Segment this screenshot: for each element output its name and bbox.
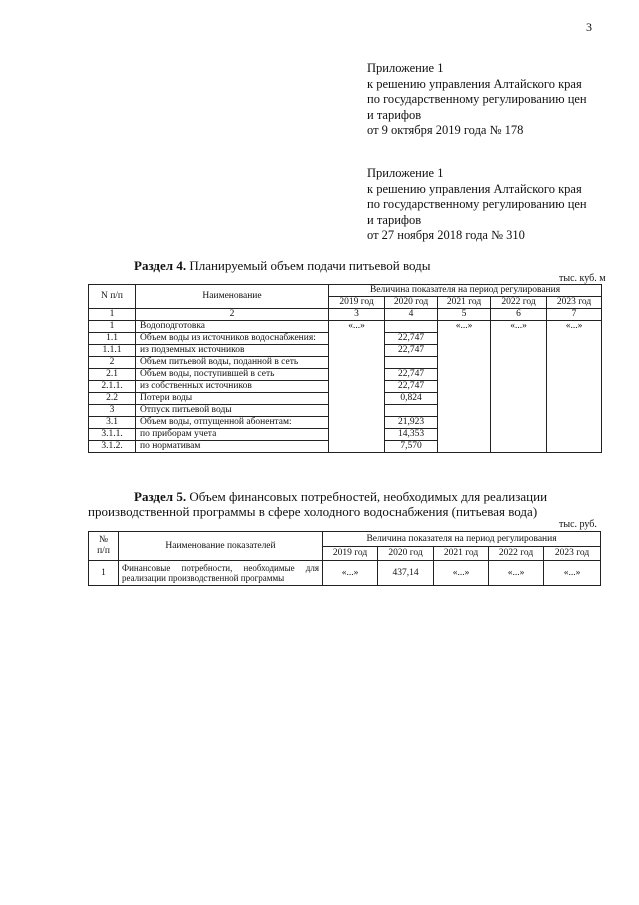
header-num-b: п/п xyxy=(97,546,110,556)
value-2020: 21,923 xyxy=(385,417,438,429)
section5-table xyxy=(88,531,601,586)
col-number: 1 xyxy=(89,309,136,321)
header-year: 2019 год xyxy=(329,297,385,309)
row-num: 2.1 xyxy=(89,369,136,381)
appendix-line: по государственному регулированию цен xyxy=(367,197,587,211)
row-name: Объем воды из источников водоснабжения: xyxy=(136,333,329,345)
appendix-line: и тарифов xyxy=(367,212,422,227)
value-2023: «...» xyxy=(547,321,602,453)
value-2020: 0,824 xyxy=(385,393,438,405)
value-2020: 437,14 xyxy=(378,561,434,586)
section4-title xyxy=(134,258,431,274)
header-name: Наименование показателей xyxy=(119,532,323,561)
section5-title-line1: Объем финансовых потребностей, необходимых для реализации xyxy=(186,489,548,504)
row-num: 1 xyxy=(89,321,136,333)
row-name: по приборам учета xyxy=(136,429,329,441)
value-2022: «...» xyxy=(489,561,544,586)
appendix-header-new xyxy=(367,61,617,139)
row-name: Водоподготовка xyxy=(136,321,329,333)
row-num: 3.1.2. xyxy=(89,441,136,453)
header-name: Наименование xyxy=(136,285,329,309)
row-num: 2.1.1. xyxy=(89,381,136,393)
row-name: из подземных источников xyxy=(136,345,329,357)
value-2020 xyxy=(385,321,438,333)
value-2020: 22,747 xyxy=(385,333,438,345)
section5-label: Раздел 5. xyxy=(134,489,187,504)
row-name: по нормативам xyxy=(136,441,329,453)
header-year: 2022 год xyxy=(489,547,544,561)
value-2020: 7,570 xyxy=(385,441,438,453)
row-num: 1.1.1 xyxy=(89,345,136,357)
appendix-line: по государственному регулированию цен xyxy=(367,92,587,106)
header-num: N п/п xyxy=(89,285,136,309)
row-num: 3.1.1. xyxy=(89,429,136,441)
table-row xyxy=(89,321,602,333)
section4-table xyxy=(88,284,602,453)
row-name: Потери воды xyxy=(136,393,329,405)
row-num: 3 xyxy=(89,405,136,417)
header-year: 2022 год xyxy=(491,297,547,309)
value-2021: «...» xyxy=(438,321,491,453)
value-2020: 22,747 xyxy=(385,381,438,393)
value-2021: «...» xyxy=(434,561,489,586)
col-number: 5 xyxy=(438,309,491,321)
value-2019: «...» xyxy=(329,321,385,453)
header-year: 2020 год xyxy=(385,297,438,309)
col-number: 3 xyxy=(329,309,385,321)
table-row xyxy=(89,561,601,586)
header-year: 2023 год xyxy=(547,297,602,309)
header-year: 2019 год xyxy=(323,547,378,561)
header-year: 2020 год xyxy=(378,547,434,561)
value-2020: 14,353 xyxy=(385,429,438,441)
appendix-header-old xyxy=(367,166,617,244)
value-2020 xyxy=(385,405,438,417)
value-2020: 22,747 xyxy=(385,369,438,381)
appendix-line: к решению управления Алтайского края xyxy=(367,76,582,91)
row-name: Объем воды, отпущенной абонентам: xyxy=(136,417,329,429)
appendix-title: Приложение 1 xyxy=(367,166,444,180)
appendix-date: от 27 ноября 2018 года № 310 xyxy=(367,228,525,242)
appendix-line: и тарифов xyxy=(367,107,422,122)
section5-title-line2: производственной программы в сфере холодного водоснабжения (питьевая вода) xyxy=(88,504,538,519)
value-2019: «...» xyxy=(323,561,378,586)
header-year: 2021 год xyxy=(438,297,491,309)
col-number: 2 xyxy=(136,309,329,321)
row-name: Финансовые потребности, необходимые для реализации производственной программы xyxy=(119,561,323,586)
appendix-line: к решению управления Алтайского края xyxy=(367,181,582,196)
col-number: 4 xyxy=(385,309,438,321)
appendix-title: Приложение 1 xyxy=(367,61,444,75)
header-year: 2021 год xyxy=(434,547,489,561)
row-num: 1 xyxy=(89,561,119,586)
value-2022: «...» xyxy=(491,321,547,453)
header-year: 2023 год xyxy=(544,547,601,561)
row-name: из собственных источников xyxy=(136,381,329,393)
header-period: Величина показателя на период регулирования xyxy=(323,532,601,547)
row-name: Объем воды, поступившей в сеть xyxy=(136,369,329,381)
value-2023: «...» xyxy=(544,561,601,586)
header-num xyxy=(89,532,119,561)
section5-unit: тыс. руб. xyxy=(559,519,597,530)
section4-label: Раздел 4. xyxy=(134,258,187,273)
col-number: 7 xyxy=(547,309,602,321)
appendix-date: от 9 октября 2019 года № 178 xyxy=(367,123,524,137)
row-num: 2.2 xyxy=(89,393,136,405)
value-2020 xyxy=(385,357,438,369)
row-num: 2 xyxy=(89,357,136,369)
section4-title-text: Планируемый объем подачи питьевой воды xyxy=(186,258,431,273)
row-num: 1.1 xyxy=(89,333,136,345)
value-2020: 22,747 xyxy=(385,345,438,357)
section5-title xyxy=(88,489,595,519)
section4-unit: тыс. куб. м xyxy=(559,273,606,284)
page-number: 3 xyxy=(586,20,592,34)
header-period: Величина показателя на период регулирования xyxy=(329,285,602,297)
row-num: 3.1 xyxy=(89,417,136,429)
row-name: Объем питьевой воды, поданной в сеть xyxy=(136,357,329,369)
row-name: Отпуск питьевой воды xyxy=(136,405,329,417)
col-number: 6 xyxy=(491,309,547,321)
header-num-a: № xyxy=(98,535,109,545)
